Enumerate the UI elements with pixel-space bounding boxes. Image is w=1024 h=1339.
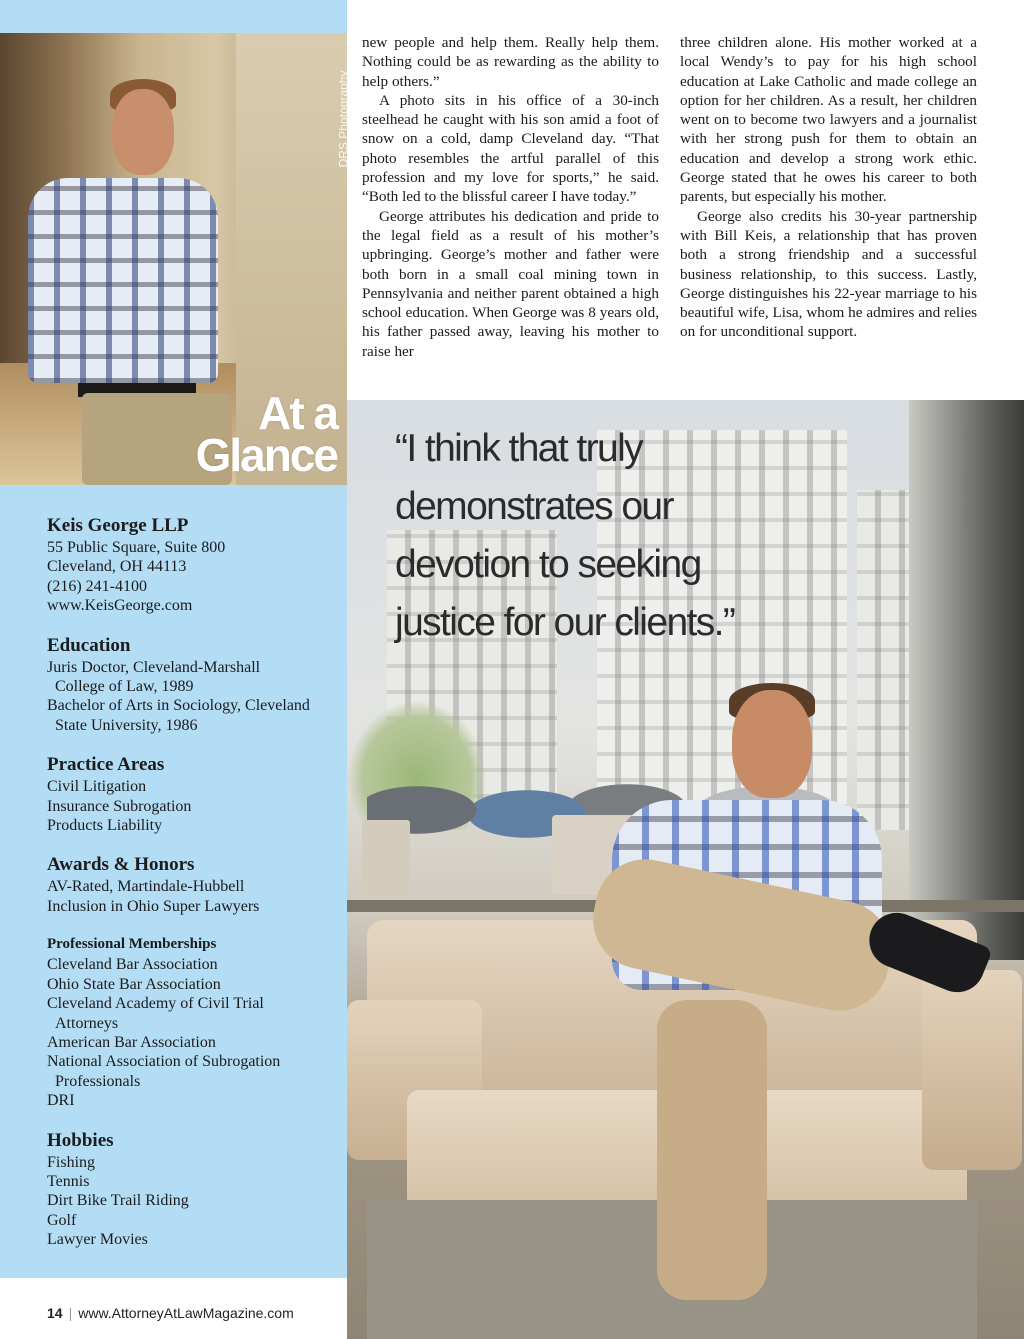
article-paragraph: three children alone. His mother worked at a local Wendy’s to pay for his high school education at Lake Catholic and made college an option for her children. As a result, her children went on to become two lawyers and a journalist with her strong push for them to obtain an education and develop a strong work ethic. George stated that he owes his career to both parents, but especially his mother. bbox=[680, 34, 977, 206]
memberships-section bbox=[47, 935, 347, 1110]
practice-areas-title: Practice Areas bbox=[47, 754, 165, 776]
hobbies-section bbox=[47, 1130, 347, 1250]
hobby-item: Fishing bbox=[47, 1153, 96, 1171]
heading-line-2: Glance bbox=[195, 429, 337, 481]
firm-address-2: Cleveland, OH 44113 bbox=[47, 558, 187, 576]
firm-website: www.KeisGeorge.com bbox=[47, 597, 193, 615]
education-line: Bachelor of Arts in Sociology, Cleveland bbox=[47, 697, 310, 715]
planter bbox=[362, 820, 410, 900]
firm-contact bbox=[47, 515, 347, 616]
at-a-glance-heading bbox=[195, 387, 337, 481]
man-leg bbox=[657, 1000, 767, 1300]
man-head bbox=[732, 690, 812, 798]
education-line: State University, 1986 bbox=[55, 716, 198, 734]
hobby-item: Lawyer Movies bbox=[47, 1231, 148, 1249]
hobby-item: Dirt Bike Trail Riding bbox=[47, 1192, 189, 1210]
article-paragraph: George also credits his 30-year partnership with Bill Keis, a relationship that has proven both a strong friendship and a successful business relationship, to this success. Lastly, George distinguishes his 22-year marriage to his beautiful wife, Lisa, whom he admires and relies on for unconditional support. bbox=[680, 207, 977, 341]
education-line: Juris Doctor, Cleveland-Marshall bbox=[47, 658, 261, 676]
sofa-arm-right bbox=[922, 970, 1022, 1170]
heading-line-1: At a bbox=[258, 387, 337, 439]
firm-phone: (216) 241-4100 bbox=[47, 577, 147, 595]
quote-line: devotion to seeking bbox=[395, 543, 701, 586]
membership-line: National Association of Subrogation bbox=[47, 1053, 281, 1071]
award-item: Inclusion in Ohio Super Lawyers bbox=[47, 897, 260, 915]
awards-section bbox=[47, 854, 347, 916]
man-head bbox=[112, 89, 174, 175]
footer-website: www.AttorneyAtLawMagazine.com bbox=[78, 1305, 294, 1321]
award-item: AV-Rated, Martindale-Hubbell bbox=[47, 878, 245, 896]
page-footer bbox=[47, 1305, 294, 1321]
membership-line: DRI bbox=[47, 1092, 75, 1110]
quote-line: justice for our clients.” bbox=[395, 601, 735, 644]
article-paragraph: new people and help them. Really help them. Nothing could be as rewarding as the ability to help others.” bbox=[362, 34, 659, 90]
practice-area-item: Insurance Subrogation bbox=[47, 797, 192, 815]
education-section bbox=[47, 635, 347, 736]
man-plaid-shirt bbox=[28, 178, 218, 383]
practice-area-item: Products Liability bbox=[47, 817, 163, 835]
article-column-2 bbox=[680, 33, 977, 342]
membership-line: Attorneys bbox=[55, 1014, 119, 1032]
practice-area-item: Civil Litigation bbox=[47, 778, 147, 796]
awards-title: Awards & Honors bbox=[47, 854, 195, 876]
pull-quote bbox=[395, 420, 815, 652]
article-paragraph: A photo sits in his office of a 30-inch steelhead he caught with his son amid a foot of snow on a cold, damp Cleveland day. “That photo resembles the artful parallel of this profession and my love for sports,” he said. “Both led to the blissful career I have today.” bbox=[362, 91, 659, 206]
membership-line: Cleveland Bar Association bbox=[47, 956, 218, 974]
article-paragraph: George attributes his dedication and pride to the legal field as a result of his mother’s upbringing. George’s mother and father were both born in a small coal mining town in Pennsylvania and neither parent obtained a high school education. When George was 8 years old, his father passed away, leaving his mother to raise her bbox=[362, 207, 659, 360]
page-number: 14 bbox=[47, 1305, 63, 1321]
membership-line: Cleveland Academy of Civil Trial bbox=[47, 995, 264, 1013]
membership-line: Professionals bbox=[55, 1072, 141, 1090]
education-line: College of Law, 1989 bbox=[55, 678, 194, 696]
education-title: Education bbox=[47, 634, 131, 656]
article-column-1 bbox=[362, 33, 659, 361]
photo-credit-main: DRS Photography bbox=[961, 428, 976, 526]
membership-line: Ohio State Bar Association bbox=[47, 975, 221, 993]
hobby-item: Tennis bbox=[47, 1172, 90, 1190]
quote-line: “I think that truly bbox=[395, 427, 643, 470]
practice-areas-section bbox=[47, 754, 347, 835]
firm-address-1: 55 Public Square, Suite 800 bbox=[47, 539, 226, 556]
hobby-item: Golf bbox=[47, 1211, 77, 1229]
footer-separator: | bbox=[68, 1305, 73, 1321]
memberships-title: Professional Memberships bbox=[47, 936, 217, 953]
membership-line: American Bar Association bbox=[47, 1033, 216, 1051]
hobbies-title: Hobbies bbox=[47, 1129, 114, 1151]
quote-line: demonstrates our bbox=[395, 485, 673, 528]
firm-name: Keis George LLP bbox=[47, 515, 189, 536]
photo-credit-top: DRS Photography bbox=[336, 70, 351, 168]
at-a-glance-sidebar bbox=[0, 0, 351, 1278]
firm-info bbox=[47, 515, 347, 1269]
